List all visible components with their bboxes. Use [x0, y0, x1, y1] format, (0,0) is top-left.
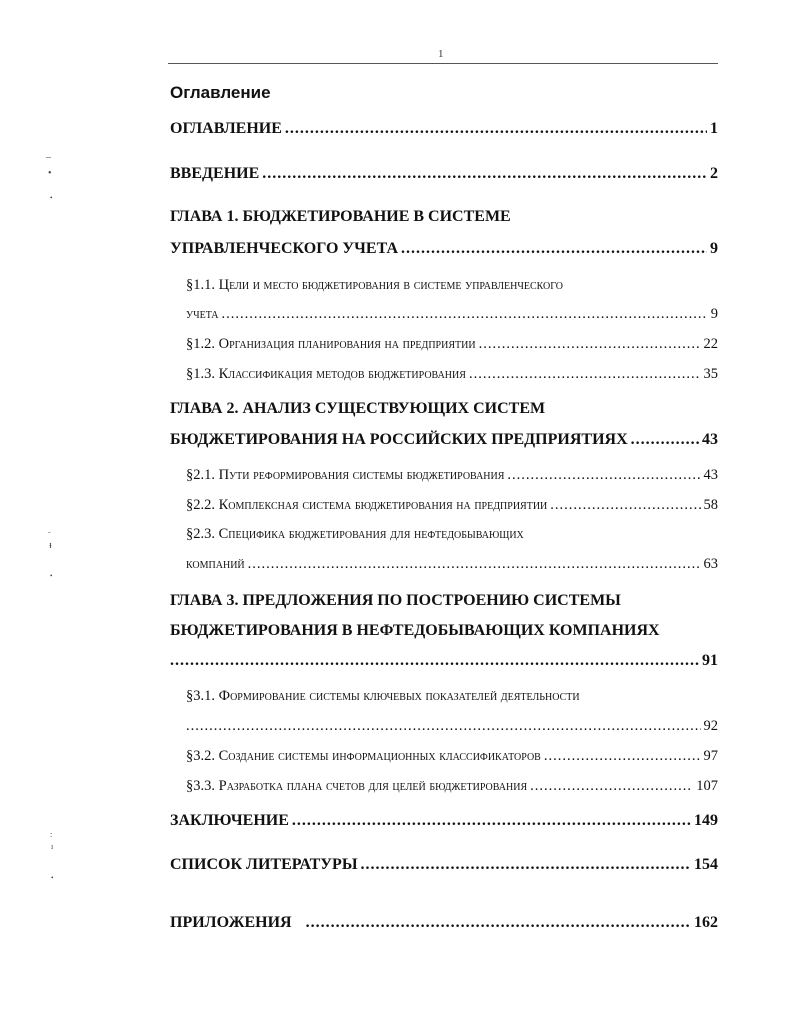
scan-speck: ˉ	[48, 530, 51, 539]
leader-dots	[550, 497, 700, 514]
leader-dots	[170, 652, 699, 670]
scan-speck: –	[46, 152, 51, 163]
toc-entry-label: §2.1. Пути реформирования системы бюджетирования	[186, 467, 505, 483]
toc-section-2-3-line1[interactable]: §2.3. Специфика бюджетирования для нефтедобывающих	[186, 526, 524, 542]
toc-entry-label: ВВЕДЕНИЕ	[170, 165, 260, 182]
toc-page-number: 154	[694, 856, 718, 873]
toc-section-3-3[interactable]	[186, 778, 718, 795]
toc-page-number: 97	[703, 748, 718, 764]
toc-entry-label: §1.3. Классификация методов бюджетирования	[186, 366, 466, 382]
toc-chapter-3[interactable]	[170, 652, 718, 670]
toc-page-number: 22	[703, 336, 718, 352]
leader-dots	[479, 336, 701, 353]
toc-entry-label: ПРИЛОЖЕНИЯ	[170, 914, 292, 931]
toc-section-1-3[interactable]	[186, 366, 718, 383]
scan-speck: :	[50, 830, 53, 839]
toc-section-1-2[interactable]	[186, 336, 718, 353]
toc-page-number: 92	[703, 718, 718, 734]
toc-section-3-1-line1[interactable]: §3.1. Формирование системы ключевых показателей деятельности	[186, 688, 580, 704]
toc-entry-zaklyuchenie[interactable]	[170, 812, 718, 830]
toc-entry-label: БЮДЖЕТИРОВАНИЯ НА РОССИЙСКИХ ПРЕДПРИЯТИЯХ	[170, 431, 628, 448]
toc-page-number: 1	[710, 120, 718, 137]
toc-entry-label: ЗАКЛЮЧЕНИЕ	[170, 812, 289, 829]
toc-page-number: 63	[703, 556, 718, 572]
toc-page-number: 43	[702, 431, 718, 448]
toc-entry-prilozheniya[interactable]	[170, 914, 718, 932]
toc-page-number: 149	[694, 812, 718, 829]
leader-dots	[186, 718, 701, 735]
leader-dots	[222, 306, 708, 323]
toc-chapter-3-line2[interactable]: БЮДЖЕТИРОВАНИЯ В НЕФТЕДОБЫВАЮЩИХ КОМПАНИЯХ	[170, 622, 660, 639]
toc-section-2-1[interactable]	[186, 467, 718, 484]
toc-section-1-1[interactable]	[186, 306, 718, 323]
toc-entry-label: §3.2. Создание системы информационных классификаторов	[186, 748, 541, 764]
leader-dots	[469, 366, 701, 383]
leader-dots	[401, 240, 707, 258]
toc-section-2-2[interactable]	[186, 497, 718, 514]
toc-page-number: 9	[710, 240, 718, 257]
toc-section-3-1[interactable]	[186, 718, 718, 735]
toc-entry-label: §2.2. Комплексная система бюджетирования на предприятии	[186, 497, 548, 513]
scan-speck: •	[51, 874, 54, 882]
leader-dots	[507, 467, 700, 484]
toc-chapter-2-line1[interactable]: ГЛАВА 2. АНАЛИЗ СУЩЕСТВУЮЩИХ СИСТЕМ	[170, 400, 546, 417]
toc-entry-label: §3.3. Разработка плана счетов для целей бюджетирования	[186, 778, 528, 794]
toc-entry-label: ОГЛАВЛЕНИЕ	[170, 120, 282, 137]
toc-chapter-1-line1[interactable]: ГЛАВА 1. БЮДЖЕТИРОВАНИЕ В СИСТЕМЕ	[170, 208, 511, 225]
leader-dots	[292, 812, 691, 830]
leader-dots	[361, 856, 691, 874]
leader-dots	[262, 165, 707, 183]
toc-entry-literatura[interactable]	[170, 856, 718, 874]
toc-chapter-2[interactable]	[170, 431, 718, 449]
toc-section-3-2[interactable]	[186, 748, 718, 765]
toc-entry-vvedenie[interactable]	[170, 165, 718, 183]
leader-dots	[306, 914, 691, 932]
toc-entry-label: УПРАВЛЕНЧЕСКОГО УЧЕТА	[170, 240, 398, 257]
toc-chapter-1[interactable]	[170, 240, 718, 258]
toc-entry-oglavlenie[interactable]	[170, 120, 718, 138]
toc-page-number: 2	[710, 165, 718, 182]
toc-entry-label: учета	[186, 306, 219, 322]
scan-speck: •	[50, 194, 53, 202]
toc-entry-label: §1.2. Организация планирования на предприятии	[186, 336, 476, 352]
page-number: 1	[438, 48, 444, 60]
toc-page-number: 35	[703, 366, 718, 382]
page-title: Оглавление	[170, 83, 271, 102]
toc-chapter-3-line1[interactable]: ГЛАВА 3. ПРЕДЛОЖЕНИЯ ПО ПОСТРОЕНИЮ СИСТЕМЫ	[170, 592, 621, 609]
scan-speck: ı	[51, 842, 54, 851]
toc-page-number: 9	[710, 306, 718, 322]
toc-page-number: 107	[696, 778, 718, 794]
toc-page-number: 91	[702, 652, 718, 669]
toc-page-number: 58	[703, 497, 718, 513]
scan-speck: •	[50, 572, 53, 580]
toc-page-number: 43	[703, 467, 718, 483]
scan-speck: ᵻ	[49, 540, 52, 551]
toc-section-1-1-line1[interactable]: §1.1. Цели и место бюджетирования в системе управленческого	[186, 277, 564, 293]
leader-dots	[248, 556, 701, 573]
leader-dots	[631, 431, 699, 449]
toc-page-number: 162	[694, 914, 718, 931]
toc-section-2-3[interactable]	[186, 556, 718, 573]
leader-dots	[530, 778, 693, 795]
toc-entry-label: СПИСОК ЛИТЕРАТУРЫ	[170, 856, 358, 873]
header-rule	[168, 63, 718, 64]
toc-entry-label: компаний	[186, 556, 245, 572]
scan-speck: •	[48, 168, 52, 179]
leader-dots	[544, 748, 701, 765]
leader-dots	[285, 120, 707, 138]
